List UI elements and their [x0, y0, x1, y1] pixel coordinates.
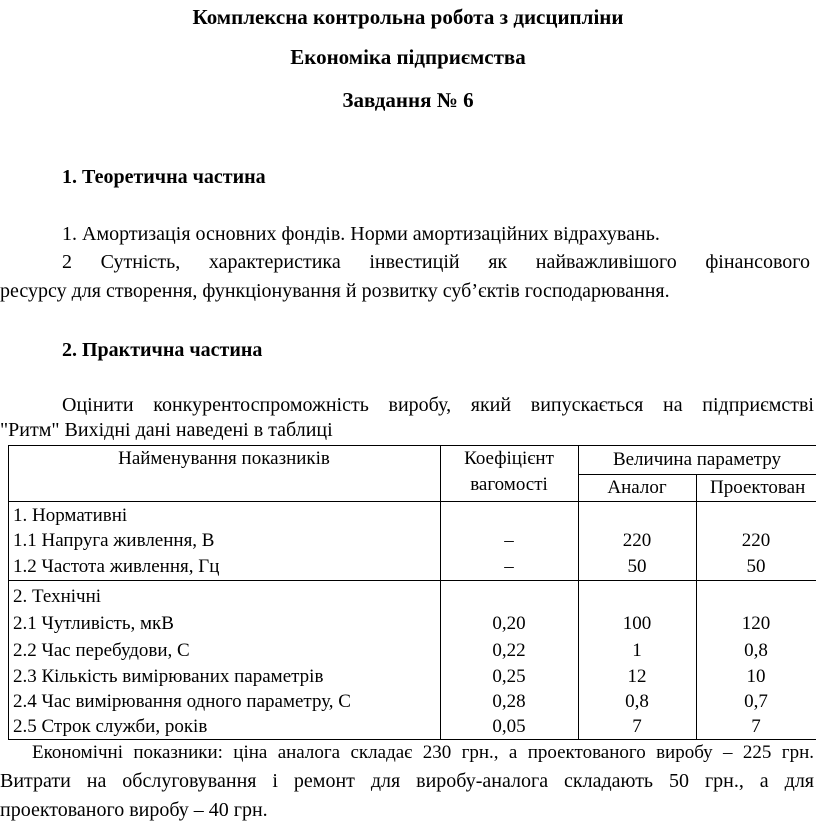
table-row-coef: –: [504, 556, 514, 577]
theory-item-1: 1. Амортизація основних фондів. Норми амортизаційних відрахувань.: [62, 223, 660, 245]
table-row-name: 2.5 Строк служби, років: [13, 716, 208, 737]
header-value: Величина параметру: [612, 449, 782, 470]
group-2-title: 2. Технічні: [13, 586, 102, 607]
table-row-analog: 0,8: [625, 691, 649, 712]
header-coef-line-1: Коефіцієнт: [464, 448, 554, 469]
table-row-analog: 50: [627, 556, 647, 577]
task-number: Завдання № 6: [342, 88, 474, 112]
table-row-analog: 7: [632, 716, 642, 737]
table-row-project: 120: [741, 613, 771, 634]
document-title: Комплексна контрольна робота з дисципліни: [192, 5, 624, 29]
table-row-coef: 0,25: [492, 666, 526, 687]
header-coef-line-2: вагомості: [470, 474, 548, 495]
practice-intro-line-2: "Ритм" Вихідні дані наведені в таблиці: [0, 419, 333, 441]
theory-item-2-line-1: 2 Сутність, характеристика інвестицій як найважливішого фінансового: [62, 251, 810, 273]
table-row-analog: 1: [632, 640, 642, 661]
table-row-analog: 220: [622, 530, 652, 551]
table-row-project: 0,7: [744, 691, 768, 712]
table-row-name: 2.1 Чутливість, мкВ: [13, 613, 174, 634]
footer-line-3: проектованого виробу – 40 грн.: [0, 799, 268, 821]
table-row-project: 0,8: [744, 640, 768, 661]
header-analog: Аналог: [607, 477, 667, 498]
header-name: Найменування показників: [118, 448, 330, 469]
table-row-name: 1.1 Напруга живлення, В: [13, 530, 215, 551]
table-row-name: 2.2 Час перебудови, С: [13, 640, 190, 661]
table-row-name: 1.2 Частота живлення, Гц: [13, 556, 220, 577]
footer-line-2: Витрати на обслуговування і ремонт для виробу-аналога складають 50 грн., а для: [0, 770, 814, 792]
table-row-name: 2.3 Кількість вимірюваних параметрів: [13, 666, 324, 687]
table-row-project: 50: [746, 556, 766, 577]
table-row-project: 7: [751, 716, 761, 737]
table-row-name: 2.4 Час вимірювання одного параметру, С: [13, 691, 351, 712]
practice-intro-line-1: Оцінити конкурентоспроможність виробу, який випускається на підприємстві: [62, 394, 814, 416]
theory-item-2-line-2: ресурсу для створення, функціонування й розвитку суб’єктів господарювання.: [0, 280, 670, 302]
table-row-coef: 0,05: [492, 716, 526, 737]
group-1-title: 1. Нормативні: [13, 505, 128, 526]
section-1-heading: 1. Теоретична частина: [62, 166, 266, 188]
table-row-project: 10: [746, 666, 766, 687]
document-subject: Економіка підприємства: [290, 45, 526, 69]
table-row-coef: 0,22: [492, 640, 526, 661]
footer-line-1: Економічні показники: ціна аналога складає 230 грн., а проектованого виробу – 225 грн.: [32, 742, 814, 763]
table-row-analog: 100: [622, 613, 652, 634]
header-project: Проектован: [710, 477, 806, 498]
table-row-analog: 12: [627, 666, 647, 687]
data-table: [8, 445, 816, 740]
table-row-coef: –: [504, 530, 514, 551]
section-2-heading: 2. Практична частина: [62, 339, 263, 361]
table-row-coef: 0,28: [492, 691, 526, 712]
table-row-project: 220: [741, 530, 771, 551]
table-row-coef: 0,20: [492, 613, 526, 634]
